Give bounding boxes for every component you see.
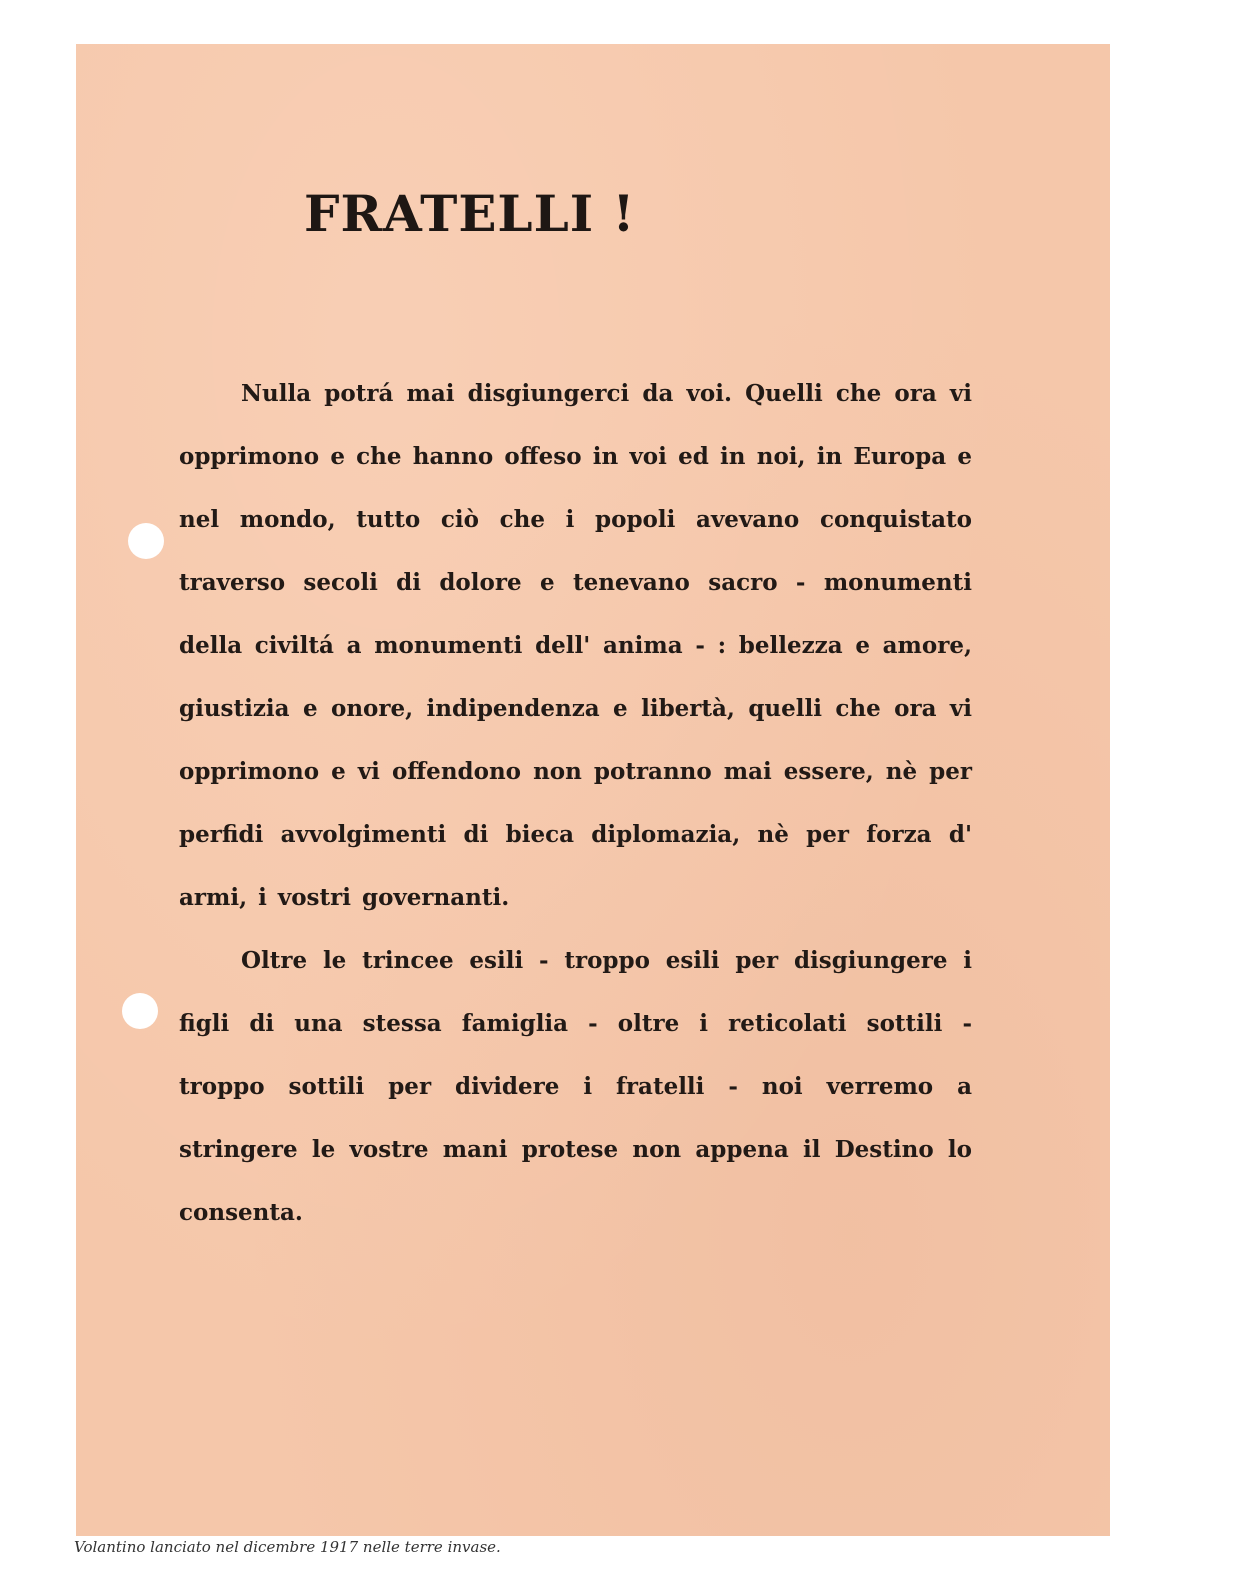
leaflet-body bbox=[179, 362, 972, 1244]
punch-hole-bottom bbox=[122, 993, 158, 1029]
image-caption: Volantino lanciato nel dicembre 1917 nelle terre invase. bbox=[74, 1538, 501, 1556]
leaflet-sheet bbox=[76, 44, 1110, 1536]
paragraph-1: Nulla potrá mai disgiungerci da voi. Quelli che ora vi opprimono e che hanno offeso in voi ed in noi, in Europa e nel mondo, tutto ciò che i popoli avevano conquistato traverso secoli di dolore e tenevano sacro - monumenti della civiltá a monumenti dell' anima - : bellezza e amore, giustizia e onore, indipendenza e libertà, quelli che ora vi opprimono e vi offendono non potranno mai essere, nè per perfidi avvolgimenti di bieca diplomazia, nè per forza d' armi, i vostri governanti. bbox=[179, 380, 972, 911]
paragraph-2: Oltre le trincee esili - troppo esili per disgiungere i figli di una stessa famiglia - oltre i reticolati sottili - troppo sottili per dividere i fratelli - noi verremo a stringere le vostre mani protese non appena il Destino lo consenta. bbox=[179, 947, 972, 1226]
leaflet-title: FRATELLI ! bbox=[304, 184, 636, 243]
punch-hole-top bbox=[128, 523, 164, 559]
